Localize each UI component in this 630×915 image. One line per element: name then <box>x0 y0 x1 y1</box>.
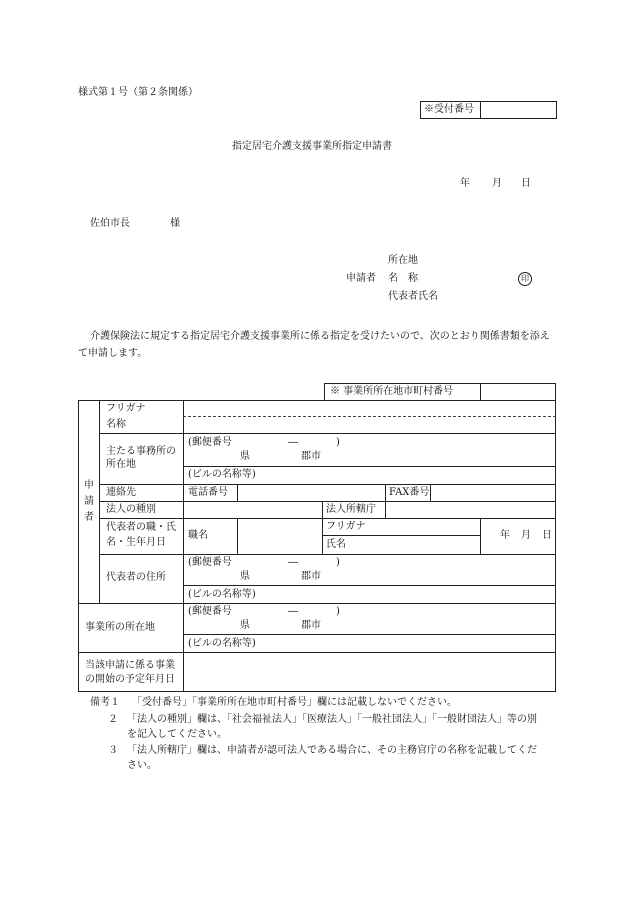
furigana-dashed-line <box>183 416 556 417</box>
rep-address-postal-label: (郵便番号 <box>188 557 232 568</box>
fax-left-divider <box>385 484 386 501</box>
office-city: 郡市 <box>301 620 321 631</box>
row-line-representative <box>99 554 556 555</box>
honorific: 様 <box>170 218 180 229</box>
label-column-divider <box>183 400 184 692</box>
note-1-label: 備考１ <box>90 697 120 708</box>
office-postal-dash: ― <box>288 606 298 617</box>
birth-month-label: 月 <box>521 530 531 541</box>
main-office-label-line1: 主たる事務所の <box>106 446 176 457</box>
note-3-label: ３ <box>108 745 118 756</box>
corp-type-field[interactable] <box>188 504 318 516</box>
phone-divider <box>237 484 238 501</box>
municipality-divider <box>480 383 481 401</box>
representative-label: 代表者氏名 <box>388 291 438 302</box>
corp-type-label: 法人の種別 <box>106 504 156 515</box>
name-label: 名称 <box>106 419 126 430</box>
applicant-vertical-label: 申請者 <box>84 480 94 523</box>
fax-right-divider <box>430 484 431 501</box>
phone-label: 電話番号 <box>188 487 228 498</box>
page-title: 指定居宅介護支援事業所指定申請書 <box>232 141 392 152</box>
birth-day-label: 日 <box>542 530 552 541</box>
municipality-number-label: ※ 事業所所在地市町村番号 <box>330 386 454 397</box>
addressee: 佐伯市長 <box>90 218 130 229</box>
rep-furigana-label: フリガナ <box>326 521 366 532</box>
name-field[interactable] <box>188 419 552 431</box>
corp-authority-field[interactable] <box>389 504 552 516</box>
row-line-contact <box>99 501 556 502</box>
note-2-label: ２ <box>108 714 118 725</box>
receipt-number-field[interactable] <box>484 104 554 116</box>
applicant-address-label: 所在地 <box>388 255 418 266</box>
municipality-number-field[interactable] <box>484 386 554 398</box>
main-office-prefecture: 県 <box>240 451 250 462</box>
date-month-label: 月 <box>492 178 502 189</box>
birth-year-label: 年 <box>500 530 510 541</box>
rep-address-label: 代表者の住所 <box>106 572 166 583</box>
phone-field[interactable] <box>241 487 381 499</box>
fax-field[interactable] <box>434 487 552 499</box>
start-date-label-line2: の開始の予定年月日 <box>85 674 175 685</box>
furigana-field[interactable] <box>188 403 552 415</box>
contact-label: 連絡先 <box>106 487 136 498</box>
rep-title-label-line1: 代表者の職・氏 <box>106 522 176 533</box>
main-office-city: 郡市 <box>301 451 321 462</box>
rep-furigana-line <box>322 535 480 536</box>
row-line-office-location <box>78 652 556 653</box>
intro-paragraph: 介護保険法に規定する指定居宅介護支援事業所に係る指定を受けたいので、次のとおり関係書類を添えて申請します。 <box>78 331 550 359</box>
date-year-label: 年 <box>460 178 470 189</box>
office-prefecture: 県 <box>240 620 250 631</box>
birth-date-divider <box>480 518 481 554</box>
rep-name-divider <box>322 518 323 554</box>
fax-label: FAX番号 <box>389 487 430 498</box>
main-office-postal-label: (郵便番号 <box>188 437 232 448</box>
main-office-label-line2: 所在地 <box>106 459 136 470</box>
form-number: 様式第１号（第２条関係） <box>78 87 198 98</box>
applicant-name-label: 名 称 <box>388 273 418 284</box>
office-postal-close: ) <box>336 606 340 617</box>
date-day-label: 日 <box>521 178 531 189</box>
position-field[interactable] <box>241 530 318 542</box>
rep-address-postal-dash: ― <box>288 557 298 568</box>
row-line-rep-address-building <box>183 585 556 586</box>
note-2-text-line1: 「法人の種別」欄は、「社会福祉法人」「医療法人」「一般社団法人」「一般財団法人」等の別 <box>127 714 537 725</box>
rep-address-city: 郡市 <box>301 571 321 582</box>
office-location-label: 事業所の所在地 <box>85 622 155 633</box>
note-3-text-line2: さい。 <box>127 760 157 771</box>
rep-address-building: (ビルの名称等) <box>188 589 256 600</box>
corp-authority-divider <box>385 501 386 518</box>
start-date-field[interactable] <box>188 660 552 686</box>
row-line-main-office-building <box>183 466 556 467</box>
start-date-label-line1: 当該申請に係る事業 <box>85 660 175 671</box>
row-line-corp-type <box>99 518 556 519</box>
position-divider <box>237 518 238 554</box>
applicant-label: 申請者 <box>346 273 376 284</box>
rep-address-prefecture: 県 <box>240 571 250 582</box>
position-label: 職名 <box>188 530 208 541</box>
main-office-postal-close: ) <box>336 437 340 448</box>
receipt-divider <box>480 101 481 119</box>
note-3-text-line1: 「法人所轄庁」欄は、申請者が認可法人である場合に、その主務官庁の名称を記載してくだ <box>127 745 537 756</box>
note-1-text: 「受付番号」「事業所所在地市町村番号」欄には記載しないでください。 <box>132 697 457 708</box>
rep-name-label: 氏名 <box>326 539 346 550</box>
rep-title-label-line2: 名・生年月日 <box>106 537 166 548</box>
row-line-name <box>99 433 556 434</box>
receipt-label: ※受付番号 <box>424 104 474 115</box>
corp-authority-label: 法人所轄庁 <box>326 504 376 515</box>
office-building: (ビルの名称等) <box>188 638 256 649</box>
row-line-office-building <box>183 634 556 635</box>
row-line-main-office <box>99 484 556 485</box>
office-postal-label: (郵便番号 <box>188 606 232 617</box>
row-line-applicant-end <box>78 603 556 604</box>
furigana-label: フリガナ <box>106 403 146 414</box>
note-2-text-line2: を記入してください。 <box>127 729 227 740</box>
seal-mark: 印 <box>518 272 532 286</box>
corp-type-divider <box>322 501 323 518</box>
main-office-building: (ビルの名称等) <box>188 469 256 480</box>
rep-address-postal-close: ) <box>336 557 340 568</box>
main-office-postal-dash: ― <box>288 437 298 448</box>
